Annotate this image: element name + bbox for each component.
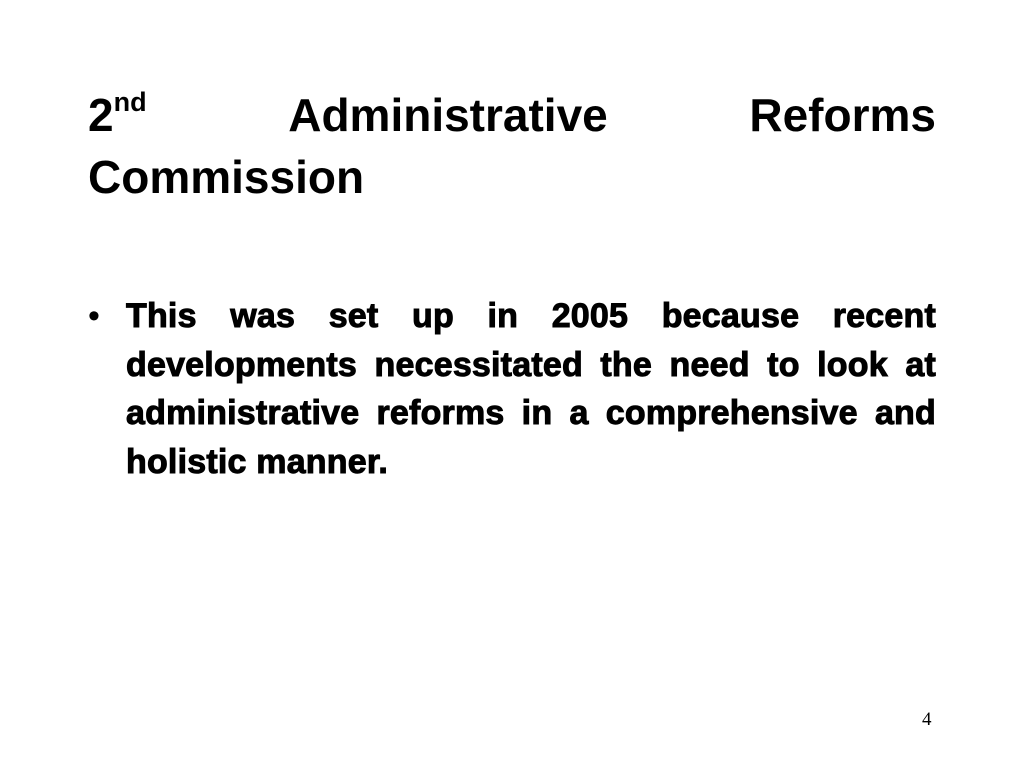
page-number: 4 <box>922 709 932 730</box>
bullet-dot-icon: • <box>88 297 100 335</box>
title-ordinal: 2nd <box>88 86 147 141</box>
slide-title-line-1 <box>88 84 936 146</box>
slide-title <box>88 84 936 208</box>
title-word-commission: Commission <box>88 151 365 203</box>
title-superscript: nd <box>113 86 147 117</box>
bullet-text: This was set up in 2005 because recent developments necessitated the need to look at administrative reforms in a comprehensive and holistic manner. <box>126 297 936 481</box>
bullet-item <box>88 292 936 486</box>
bullet-list <box>88 292 936 486</box>
title-word-administrative: Administrative <box>288 89 608 141</box>
title-word-reforms: Reforms <box>749 89 936 141</box>
